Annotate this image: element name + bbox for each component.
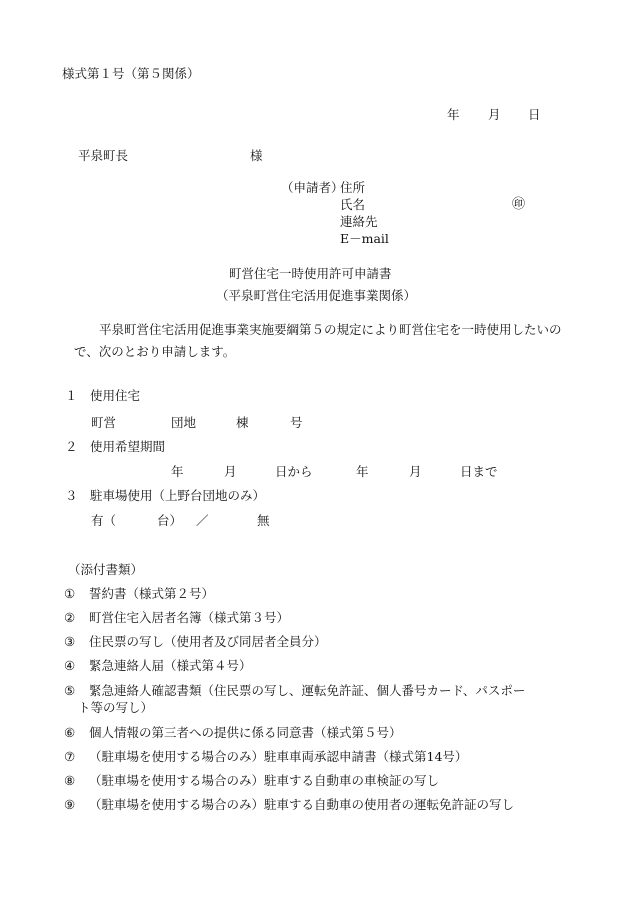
item-parking-heading: ３ 駐車場使用（上野台団地のみ） [65, 488, 266, 503]
attachment-text-5: 緊急連絡人確認書類（住民票の写し、運転免許証、個人番号カード、パスポー [89, 683, 526, 698]
housing-town-label: 町営 [91, 415, 117, 430]
attachment-text-8: （駐車場を使用する場合のみ）駐車する自動車の車検証の写し [89, 773, 440, 788]
document-title: 町営住宅一時使用許可申請書 [229, 266, 392, 281]
attachment-text-4: 緊急連絡人届（様式第４号） [89, 658, 252, 673]
housing-building-label: 棟 [236, 415, 249, 430]
period-year-to: 年 [356, 464, 369, 479]
attachment-text-2: 町営住宅入居者名簿（様式第３号） [89, 610, 290, 625]
applicant-email-label: E－mail [340, 231, 389, 246]
addressee-name: 平泉町長 [78, 148, 129, 163]
document-subtitle: （平泉町営住宅活用促進事業関係） [216, 288, 417, 303]
period-day-to: 日まで [460, 464, 498, 479]
attachment-text-1: 誓約書（様式第２号） [89, 586, 215, 601]
item-period-heading: ２ 使用希望期間 [65, 439, 166, 454]
period-year-from: 年 [171, 464, 184, 479]
addressee-honorific: 様 [250, 148, 263, 163]
body-paragraph: 平泉町営住宅活用促進事業実施要綱第５の規定により町営住宅を一時使用したいので、次のとおり申請します。 [74, 322, 562, 359]
attachment-text-6: 個人情報の第三者への提供に係る同意書（様式第５号） [89, 725, 402, 740]
attachment-text-5-continued: ト等の写し） [78, 700, 154, 715]
attachment-num-2: ② [64, 610, 76, 625]
attachment-num-5: ⑤ [64, 683, 76, 698]
housing-number-label: 号 [290, 415, 303, 430]
attachment-num-1: ① [64, 586, 76, 601]
period-month-to: 月 [409, 464, 422, 479]
parking-no-label: 無 [257, 513, 270, 528]
parking-count-label: 台） [157, 513, 183, 528]
attachment-text-7: （駐車場を使用する場合のみ）駐車車両承認申請書（様式第14号） [89, 749, 468, 764]
period-month-from: 月 [224, 464, 237, 479]
form-number: 様式第１号（第５関係） [62, 66, 200, 81]
applicant-name-label: 氏名 [340, 197, 366, 212]
attachment-num-3: ③ [64, 634, 76, 649]
attachment-num-9: ⑨ [64, 797, 76, 812]
attachments-heading: （添付書類） [68, 562, 144, 577]
applicant-label: （申請者） [281, 180, 344, 195]
applicant-contact-label: 連絡先 [340, 214, 378, 229]
attachment-text-3: 住民票の写し（使用者及び同居者全員分） [89, 634, 327, 649]
attachment-num-8: ⑧ [64, 773, 76, 788]
date-year-label: 年 [447, 107, 460, 122]
attachment-num-4: ④ [64, 658, 76, 673]
housing-complex-label: 団地 [171, 415, 197, 430]
seal-mark: ㊞ [512, 197, 526, 212]
attachment-text-9: （駐車場を使用する場合のみ）駐車する自動車の使用者の運転免許証の写し [89, 797, 515, 812]
date-month-label: 月 [488, 107, 501, 122]
parking-slash: ／ [196, 513, 209, 528]
applicant-address-label: 住所 [340, 180, 366, 195]
period-day-from: 日から [275, 464, 313, 479]
date-day-label: 日 [528, 107, 541, 122]
attachment-num-7: ⑦ [64, 749, 76, 764]
attachment-num-6: ⑥ [64, 725, 76, 740]
parking-yes-label: 有（ [91, 513, 117, 528]
item-housing-heading: １ 使用住宅 [65, 388, 141, 403]
